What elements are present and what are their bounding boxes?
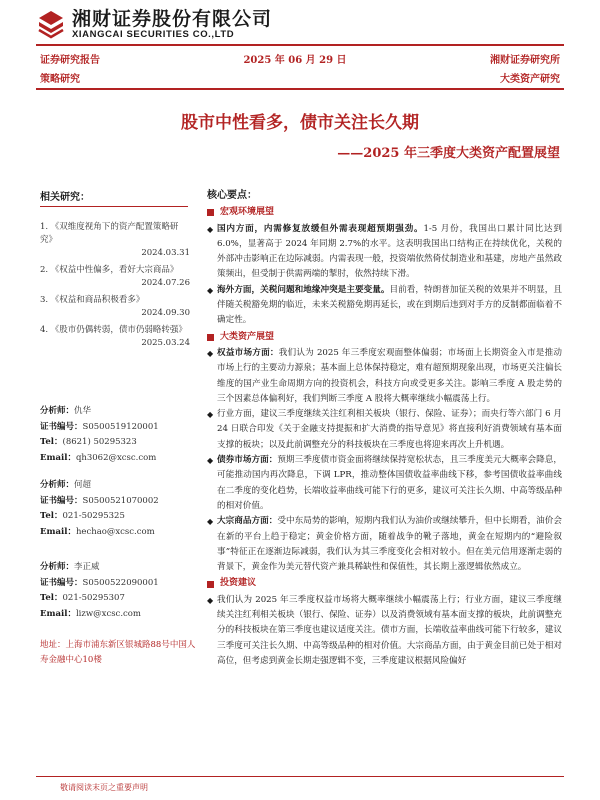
footer-disclaimer[interactable]: 敬请阅读末页之重要声明 [60,783,148,792]
diamond-bullet-icon: ◆ [207,285,214,295]
square-bullet-icon [207,209,214,216]
bullet-paragraph: ◆ 大宗商品方面：受中东局势的影响，短期内我们认为油价或继续攀升，但中长期看，油价会在新的平台上趋于稳定；黄金价格方面，随着战争的靴子落地，黄金在短期内的“避险叙事”特征正在逐渐边际减弱，我们认为其三季度变化会相对较小。但在美元信用逐渐走弱的背景下，黄金作为美元替代资产兼具稀缺性和保值性，其长期上涨逻辑依然成立。 [207,514,562,575]
research-institute: 湘财证券研究所 [489,55,560,66]
sidebar-related-research [40,188,190,354]
analyst-tel: 021-50295325 [62,511,125,521]
header-category-row [40,70,560,85]
related-research-date: 2024.07.26 [141,278,190,288]
bullet-paragraph: ◆ 行业方面，建议三季度继续关注红利相关板块（银行、保险、证券）；而央行等六部门 6 月 24 日联合印发《关于金融支持提振和扩大消费的指导意见》将直接利好消费领域有基本面支撑的板块；以及此前调整充分的科技板块在三季度也将迎来再次上升机遇。 [207,407,562,453]
square-bullet-icon [207,334,214,341]
header-info-row [40,51,560,66]
diamond-bullet-icon: ◆ [207,517,214,527]
analyst-name: 何超 [74,480,92,490]
diamond-bullet-icon: ◆ [207,348,214,358]
analyst-card: 分析师：仇华 证书编号：S0500519120001 Tel：(8621) 50295323 Email：qh3062@xcsc.com [40,406,159,463]
diamond-bullet-icon: ◆ [207,224,214,234]
related-research-item[interactable] [40,324,190,350]
analyst-cert: S0500519120001 [82,421,159,432]
bullet-paragraph: ◆ 债券市场方面：预期三季度债市资金面将继续保持宽松状态，且三季度美元大概率会降息，可能推动国内再次降息，下调 LPR，推动整体国债收益率曲线下移，参考国债收益率曲线在二季度的变化趋势，长端收益率曲线可能下行的更多，建议可关注长久期、中高等级品种的相对价值。 [207,453,562,514]
page-title: 股市中性看多，债市关注长久期 [181,113,419,133]
analyst-tel: 021-50295307 [62,593,125,603]
analyst-tel: (8621) 50295323 [62,437,137,447]
bullet-paragraph: ◆ 国内方面，内需修复放缓但外需表现超预期强劲。1-5 月份，我国出口累计同比达到 6.0%，显著高于 2024 年同期 2.7%的水平。这表明我国出口结构正在持续优化，关税的外部冲击影响正在边际减弱。内需表现一般，投资端依然倚仗制造业和基建，房地产虽然政策频出，但受制于供需两端的掣肘，依然持续下滑。 [207,222,562,283]
report-type: 证券研究报告 [40,55,100,66]
analyst-card: 分析师：何超 证书编号：S0500521070002 Tel：021-50295325 Email：hechao@xcsc.com [40,480,159,537]
analyst-cert: S0500522090001 [82,577,159,588]
company-name-en: XIANGCAI SECURITIES CO.,LTD [72,28,235,40]
diamond-bullet-icon: ◆ [207,595,214,605]
report-subcategory: 大类资产研究 [500,74,560,85]
section-heading-assets: 大类资产展望 [207,330,562,345]
related-research-text: 4. 《股市仍偶转弱，债市仍弱略转强》 [40,325,187,335]
company-logo-icon [36,9,66,39]
section-heading-advice: 投资建议 [207,576,562,591]
section-heading-macro: 宏观环境展望 [207,205,562,220]
header-divider-bottom [36,88,564,90]
related-research-date: 2024.09.30 [141,308,190,318]
related-research-title: 相关研究： [40,188,188,207]
analyst-email[interactable]: qh3062@xcsc.com [75,452,157,463]
related-research-item[interactable] [40,221,190,260]
header-divider-top [36,44,564,46]
diamond-bullet-icon: ◆ [207,410,214,420]
company-logo [36,6,336,42]
related-research-text: 1. 《双维度视角下的资产配置策略研究》 [40,222,179,245]
company-name-cn: 湘财证券股份有限公司 [72,7,273,30]
key-points-heading: 核心要点： [207,190,257,201]
bullet-paragraph: ◆ 权益市场方面：我们认为 2025 年三季度宏观面整体偏弱；市场面上长期资金入市是推动市场上行的主要动力源泉；基本面上总体保持稳定，难有超预期现象出现，市场更关注偏长维度的国产业生命周期方向的投资机会，科技方向或受更多关注。影响三季度 A 股走势的三个因素总体偏利好，我们判断三季度 A 股将大概率继续小幅震荡上行。 [207,346,562,407]
page-subtitle: ——2025 年三季度大类资产配置展望 [337,146,560,161]
company-address: 地址：上海市浦东新区银城路88号中国人寿金融中心10楼 [40,640,196,665]
related-research-date: 2025.03.24 [141,338,190,348]
analyst-card: 分析师：李正威 证书编号：S0500522090001 Tel：021-50295307 Email：lizw@xcsc.com [40,562,159,619]
bullet-paragraph: ◆ 海外方面，关税问题和地缘冲突是主要变量。目前看，特朗普加征关税的效果并不明显，且伴随关税豁免期的临近，未来关税豁免期再延长，或在到期后违到对手方的反制都面临着不确定性。 [207,283,562,329]
analyst-name: 仇华 [74,406,92,416]
analyst-cert: S0500521070002 [82,495,159,506]
analyst-name: 李正威 [74,562,100,572]
diamond-bullet-icon: ◆ [207,456,214,466]
main-content [207,188,562,669]
related-research-text: 2. 《权益中性偏多，看好大宗商品》 [40,265,179,275]
square-bullet-icon [207,581,214,588]
report-date: 2025 年 06 月 29 日 [243,55,347,66]
footer-divider [36,776,564,777]
bullet-paragraph: ◆ 我们认为 2025 年三季度权益市场将大概率继续小幅震荡上行；行业方面，建议三季度继续关注红利相关板块（银行、保险、证券）以及消费领域有基本面支撑的板块，此前调整充分的科技板块在第三季度也建议适度关注。债市方面，长端收益率曲线可能下行较多，建议三季度可关注长久期、中高等级品种的相对价值。大宗商品方面，由于黄金目前已处于相对高位，但考虑到黄金长期走强逻辑不变，三季度建议根据风险偏好 [207,593,562,669]
related-research-text: 3. 《权益和商品积极看多》 [40,295,145,305]
analyst-email[interactable]: hechao@xcsc.com [75,526,155,537]
related-research-item[interactable] [40,264,190,290]
related-research-date: 2024.03.31 [141,248,190,258]
related-research-item[interactable] [40,294,190,320]
analyst-email[interactable]: lizw@xcsc.com [75,608,141,619]
report-category: 策略研究 [40,74,80,85]
